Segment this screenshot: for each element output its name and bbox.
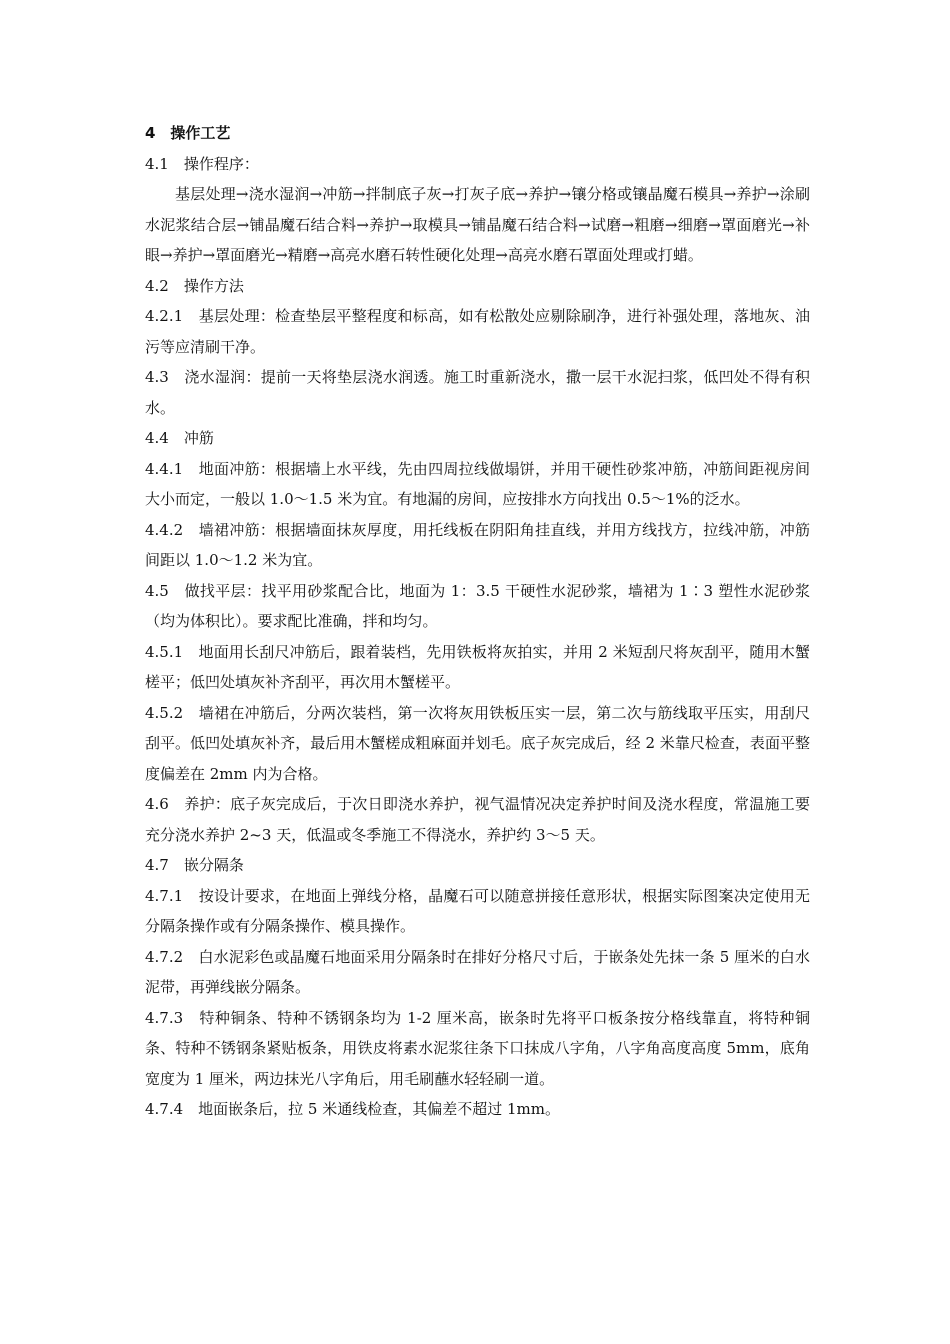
paragraph-4-6: 4.6 养护：底子灰完成后，于次日即浇水养护，视气温情况决定养护时间及浇水程度，常温施工要充分浇水养护 2~3 天，低温或冬季施工不得浇水，养护约 3～5 天。	[145, 795, 810, 844]
paragraph-4-7-4: 4.7.4 地面嵌条后，拉 5 米通线检查，其偏差不超过 1mm。	[145, 1100, 561, 1118]
paragraph-4-7-1: 4.7.1 按设计要求，在地面上弹线分格，晶魔石可以随意拼接任意形状，根据实际图案决定使用无分隔条操作或有分隔条操作、模具操作。	[145, 886, 810, 935]
section-heading: 4 操作工艺	[145, 124, 231, 142]
paragraph-4-7-3: 4.7.3 特种铜条、特种不锈钢条均为 1-2 厘米高，嵌条时先将平口板条按分格线靠直，将特种铜条、特种不锈钢条紧贴板条，用铁皮将素水泥浆往条下口抹成八字角，八字角高度高度 5mm，底角宽度为 1 厘米，两边抹光八字角后，用毛刷蘸水轻轻刷一道。	[145, 1008, 810, 1088]
paragraph-4-5-1: 4.5.1 地面用长刮尺冲筋后，跟着装档，先用铁板将灰拍实，并用 2 米短刮尺将灰刮平，随用木蟹槎平；低凹处填灰补齐刮平，再次用木蟹槎平。	[145, 642, 810, 691]
paragraph-4-4: 4.4 冲筋	[145, 429, 214, 447]
paragraph-4-5-2: 4.5.2 墙裙在冲筋后，分两次装档，第一次将灰用铁板压实一层，第二次与筋线取平压实，用刮尺刮平。低凹处填灰补齐，最后用木蟹槎成粗麻面并划毛。底子灰完成后，经 2 米靠尺检查，表面平整度偏差在 2mm 内为合格。	[145, 703, 810, 783]
paragraph-4-5: 4.5 做找平层：找平用砂浆配合比，地面为 1：3.5 干硬性水泥砂浆，墙裙为 1∶3 塑性水泥砂浆（均为体积比）。要求配比准确，拌和均匀。	[145, 581, 810, 630]
paragraph-4-2: 4.2 操作方法	[145, 276, 244, 295]
paragraph-4-1: 4.1 操作程序：	[145, 154, 259, 173]
paragraph-4-2-1: 4.2.1 基层处理：检查垫层平整程度和标高，如有松散处应剔除刷净，进行补强处理，落地灰、油污等应清刷干净。	[145, 307, 810, 356]
paragraph-4-4-2: 4.4.2 墙裙冲筋：根据墙面抹灰厚度，用托线板在阴阳角挂直线，并用方线找方，拉线冲筋，冲筋间距以 1.0～1.2 米为宜。	[145, 520, 810, 569]
paragraph-4-4-1: 4.4.1 地面冲筋：根据墙上水平线，先由四周拉线做塌饼，并用干硬性砂浆冲筋，冲筋间距视房间大小而定，一般以 1.0～1.5 米为宜。有地漏的房间，应按排水方向找出 0.5～1%的泛水。	[145, 459, 810, 508]
paragraph-4-3: 4.3 浇水湿润：提前一天将垫层浇水润透。施工时重新浇水，撒一层干水泥扫浆，低凹处不得有积水。	[145, 368, 810, 417]
document-body	[145, 118, 810, 1125]
paragraph-4-7: 4.7 嵌分隔条	[145, 856, 244, 874]
procedure-flow: 基层处理→浇水湿润→冲筋→拌制底子灰→打灰子底→养护→镶分格或镶晶魔石模具→养护→涂刷水泥浆结合层→铺晶魔石结合料→养护→取模具→铺晶魔石结合料→试磨→粗磨→细磨→罩面磨光→补眼→养护→罩面磨光→精磨→高亮水磨石转性硬化处理→高亮水磨石罩面处理或打蜡。	[145, 185, 810, 264]
paragraph-4-7-2: 4.7.2 白水泥彩色或晶魔石地面采用分隔条时在排好分格尺寸后，于嵌条处先抹一条 5 厘米的白水泥带，再弹线嵌分隔条。	[145, 947, 810, 996]
